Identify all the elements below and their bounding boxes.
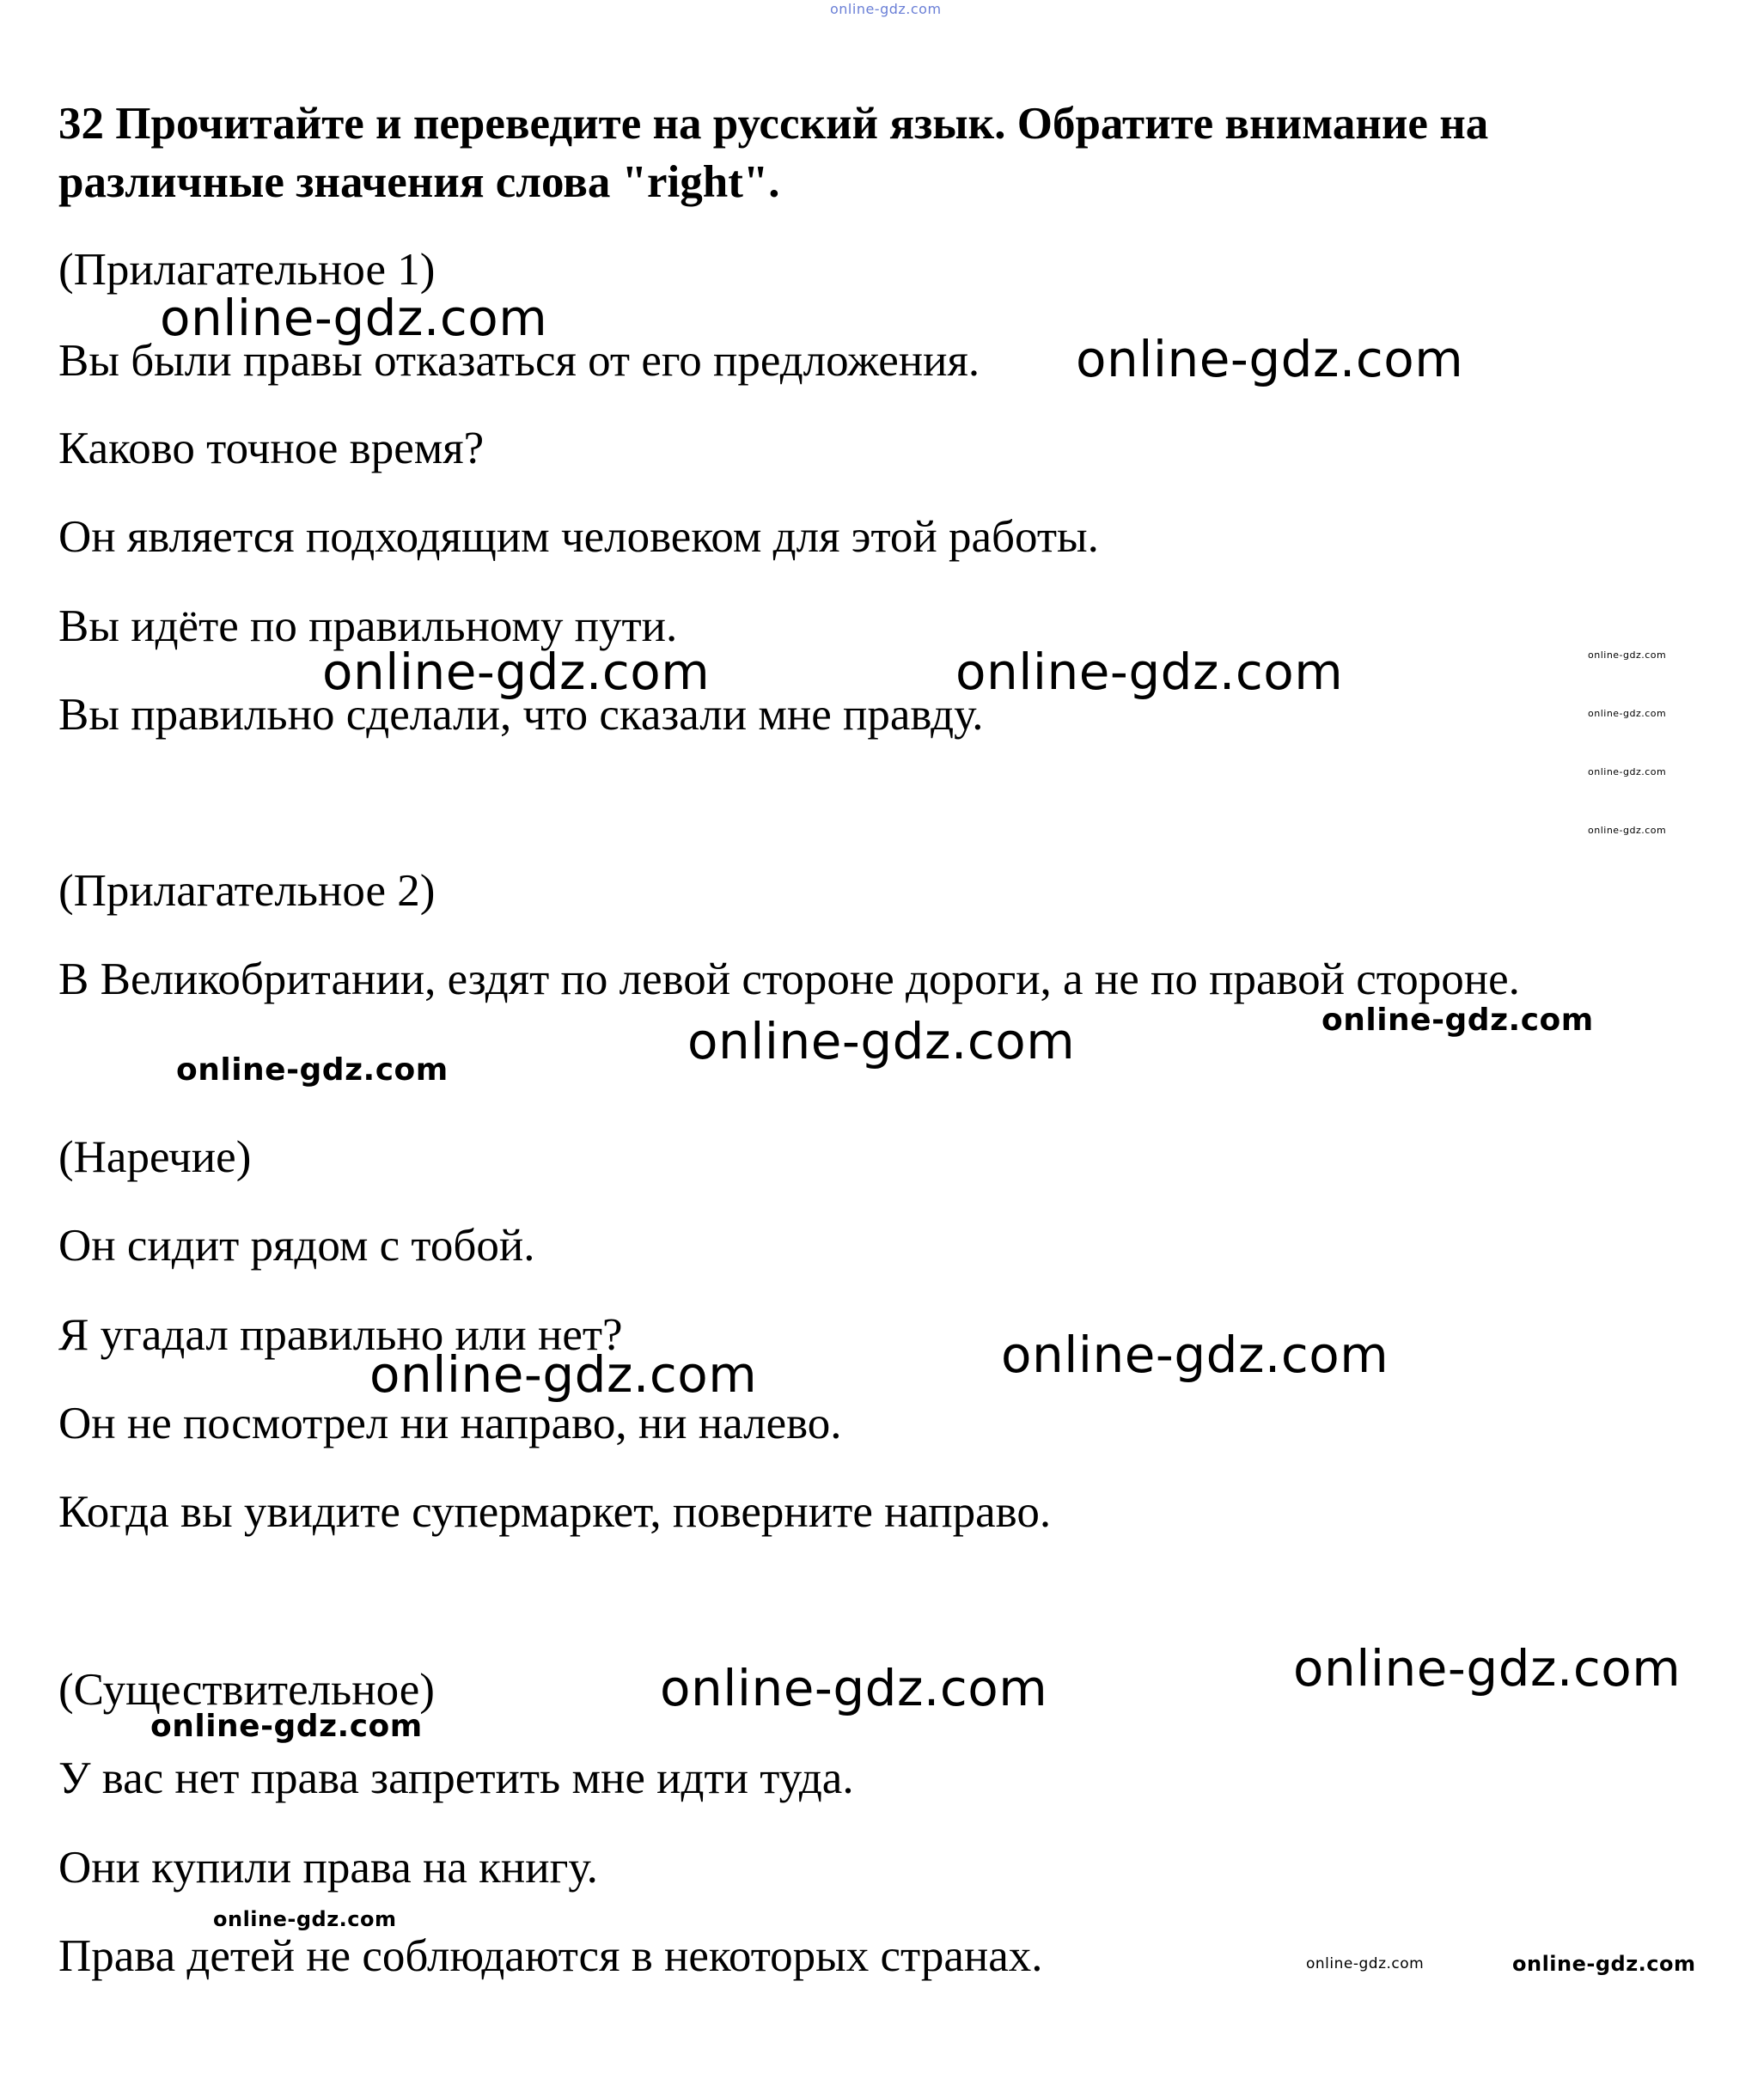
watermark: online-gdz.com [1293, 1639, 1682, 1698]
watermark: online-gdz.com [1321, 1003, 1594, 1038]
watermark-top: online-gdz.com [830, 1, 942, 17]
sentence: Каково точное время? [58, 424, 485, 473]
sentence: Вы были правы отказаться от его предложения. [58, 336, 980, 386]
sentence: Они купили права на книгу. [58, 1843, 598, 1893]
watermark: online-gdz.com [1001, 1326, 1389, 1384]
watermark: online-gdz.com [369, 1345, 758, 1404]
watermark: online-gdz.com [213, 1907, 397, 1931]
section-label-adjective-2: (Прилагательное 2) [58, 866, 436, 916]
watermark: online-gdz.com [1076, 330, 1464, 388]
section-label-noun: (Существительное) [58, 1665, 435, 1715]
watermark: online-gdz.com [1588, 825, 1667, 836]
watermark: online-gdz.com [1306, 1955, 1425, 1972]
watermark: online-gdz.com [176, 1052, 449, 1088]
sentence: Я угадал правильно или нет? [58, 1310, 623, 1360]
sentence: Он является подходящим человеком для этой работы. [58, 512, 1099, 562]
sentence: Права детей не соблюдаются в некоторых странах. [58, 1931, 1043, 1981]
watermark: online-gdz.com [955, 643, 1344, 701]
sentence: В Великобритании, ездят по левой стороне дороги, а не по правой стороне. [58, 954, 1520, 1004]
sentence: Вы идёте по правильному пути. [58, 601, 678, 651]
watermark: online-gdz.com [1588, 708, 1667, 719]
watermark: online-gdz.com [687, 1012, 1076, 1070]
watermark: online-gdz.com [1588, 766, 1667, 777]
watermark: online-gdz.com [1512, 1952, 1696, 1976]
watermark: online-gdz.com [322, 643, 711, 701]
watermark: online-gdz.com [160, 289, 548, 347]
watermark: online-gdz.com [150, 1709, 423, 1744]
sentence: У вас нет права запретить мне идти туда. [58, 1753, 854, 1803]
sentence: Когда вы увидите супермаркет, поверните направо. [58, 1487, 1052, 1537]
watermark: online-gdz.com [1588, 649, 1667, 661]
section-label-adjective-1: (Прилагательное 1) [58, 245, 436, 295]
sentence: Он сидит рядом с тобой. [58, 1221, 535, 1271]
sentence: Вы правильно сделали, что сказали мне правду. [58, 690, 984, 740]
section-label-adverb: (Наречие) [58, 1132, 252, 1182]
watermark: online-gdz.com [660, 1659, 1048, 1717]
exercise-heading: 32 Прочитайте и переведите на русский язык. Обратите внимание на различные значения слова "right". [58, 99, 1489, 207]
sentence: Он не посмотрел ни направо, ни налево. [58, 1399, 842, 1448]
